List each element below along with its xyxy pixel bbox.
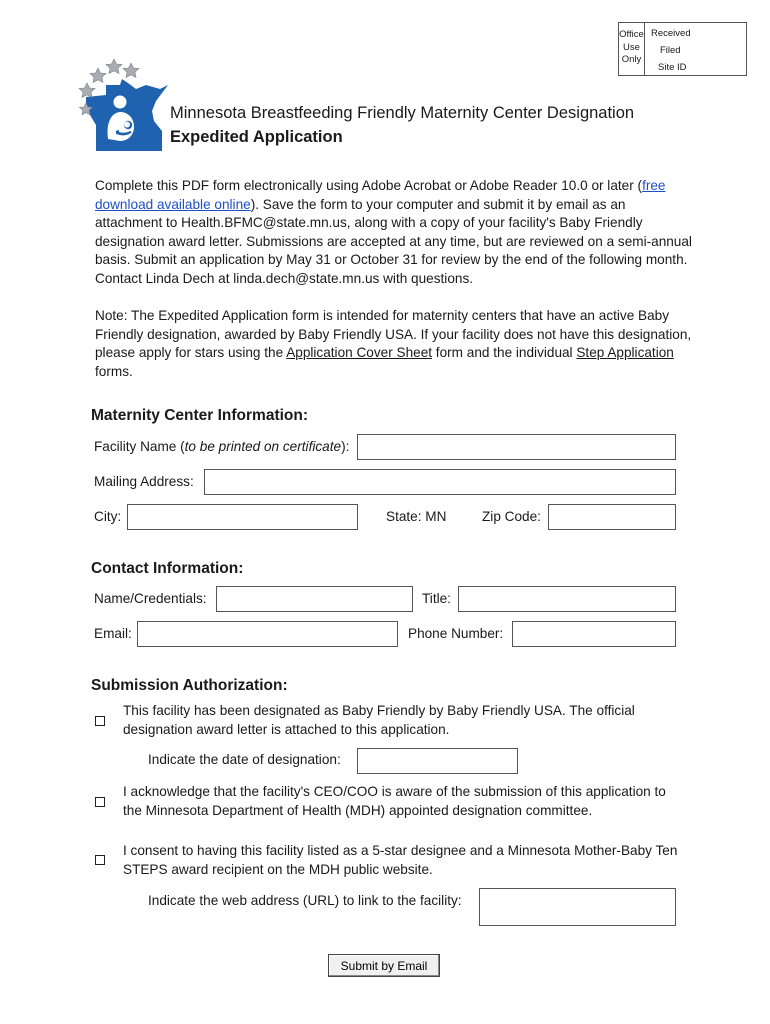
facility-url-input[interactable] — [479, 888, 676, 926]
application-cover-sheet-link[interactable]: Application Cover Sheet — [286, 345, 433, 361]
office-use-label — [619, 23, 645, 75]
office-label-line: Only — [621, 54, 642, 65]
ceo-acknowledgement-statement: I acknowledge that the facility's CEO/COO is aware of the submission of this application to the Minnesota Department of Health (MDH) appointed designation committee. — [123, 784, 666, 818]
note-text: Note: The Expedited Application form is intended for maternity centers that have an active Baby Friendly designation, awarded by Baby Friendly USA. If your facility does not have this designation, please apply for stars using the — [95, 308, 692, 361]
designation-checkbox[interactable] — [95, 716, 105, 726]
maternity-center-heading: Maternity Center Information: — [91, 407, 309, 424]
step-application-link[interactable]: Step Application — [576, 345, 674, 361]
email-label: Email: — [94, 626, 132, 641]
zip-code-input[interactable] — [548, 504, 676, 530]
public-listing-consent-statement: I consent to having this facility listed as a 5-star designee and a Minnesota Mother-Baby Ten STEPS award recipient on the MDH public website. — [123, 843, 678, 877]
office-use-box — [618, 22, 747, 76]
free-download-link[interactable]: free download available online — [95, 178, 666, 212]
received-label: Received — [651, 28, 691, 39]
facility-url-label: Indicate the web address (URL) to link to the facility: — [148, 893, 462, 908]
page-title: Minnesota Breastfeeding Friendly Maternity Center Designation — [170, 104, 635, 122]
title-label: Title: — [422, 591, 451, 606]
page-subtitle: Expedited Application — [170, 128, 343, 146]
note-text: forms. — [95, 363, 133, 379]
public-listing-consent-checkbox[interactable] — [95, 855, 105, 865]
name-credentials-input[interactable] — [216, 586, 413, 612]
contact-information-heading: Contact Information: — [91, 560, 244, 577]
submission-authorization-heading: Submission Authorization: — [91, 677, 288, 694]
mailing-address-input[interactable] — [204, 469, 676, 495]
site-id-label: Site ID — [658, 62, 687, 73]
phone-number-input[interactable] — [512, 621, 676, 647]
note-text: form and the individual — [432, 345, 577, 361]
email-input[interactable] — [137, 621, 398, 647]
office-label-line: Use — [623, 41, 640, 53]
city-label: City: — [94, 509, 122, 524]
facility-name-label: Facility Name (to be printed on certificate): — [94, 439, 350, 454]
mailing-address-label: Mailing Address: — [94, 474, 194, 489]
designation-statement: This facility has been designated as Baby Friendly by Baby Friendly USA. The official designation award letter is attached to this application. — [123, 703, 635, 737]
intro-text: ). Save the form to your computer and submit it by email as an attachment to Health.BFMC@state.mn.us, along with a copy of your facility's Baby Friendly designation award letter. Submissions are accepted at any time, but are reviewed on a semi-annual basis. Submit an application by May 31 or October 31 for review by the end of the following month. Contact Linda Dech at linda.dech@state.mn.us with questions. — [95, 196, 692, 286]
zip-code-label: Zip Code: — [482, 509, 541, 524]
intro-paragraph — [95, 177, 695, 289]
phone-number-label: Phone Number: — [408, 626, 504, 641]
intro-text: Complete this PDF form electronically using Adobe Acrobat or Adobe Reader 10.0 or later ( — [95, 178, 643, 193]
designation-date-input[interactable] — [357, 748, 518, 774]
facility-name-input[interactable] — [357, 434, 676, 460]
ceo-acknowledgement-checkbox[interactable] — [95, 797, 105, 807]
mn-mother-baby-logo-icon — [76, 55, 172, 155]
note-paragraph — [95, 307, 695, 381]
designation-date-label: Indicate the date of designation: — [148, 752, 341, 767]
office-use-fields — [651, 25, 691, 76]
office-label-line: Office — [619, 29, 644, 40]
state-label: State: MN — [386, 509, 447, 524]
name-credentials-label: Name/Credentials: — [94, 591, 207, 606]
submit-by-email-button[interactable]: Submit by Email — [328, 954, 440, 977]
title-input[interactable] — [458, 586, 676, 612]
filed-label: Filed — [660, 45, 681, 56]
city-input[interactable] — [127, 504, 358, 530]
